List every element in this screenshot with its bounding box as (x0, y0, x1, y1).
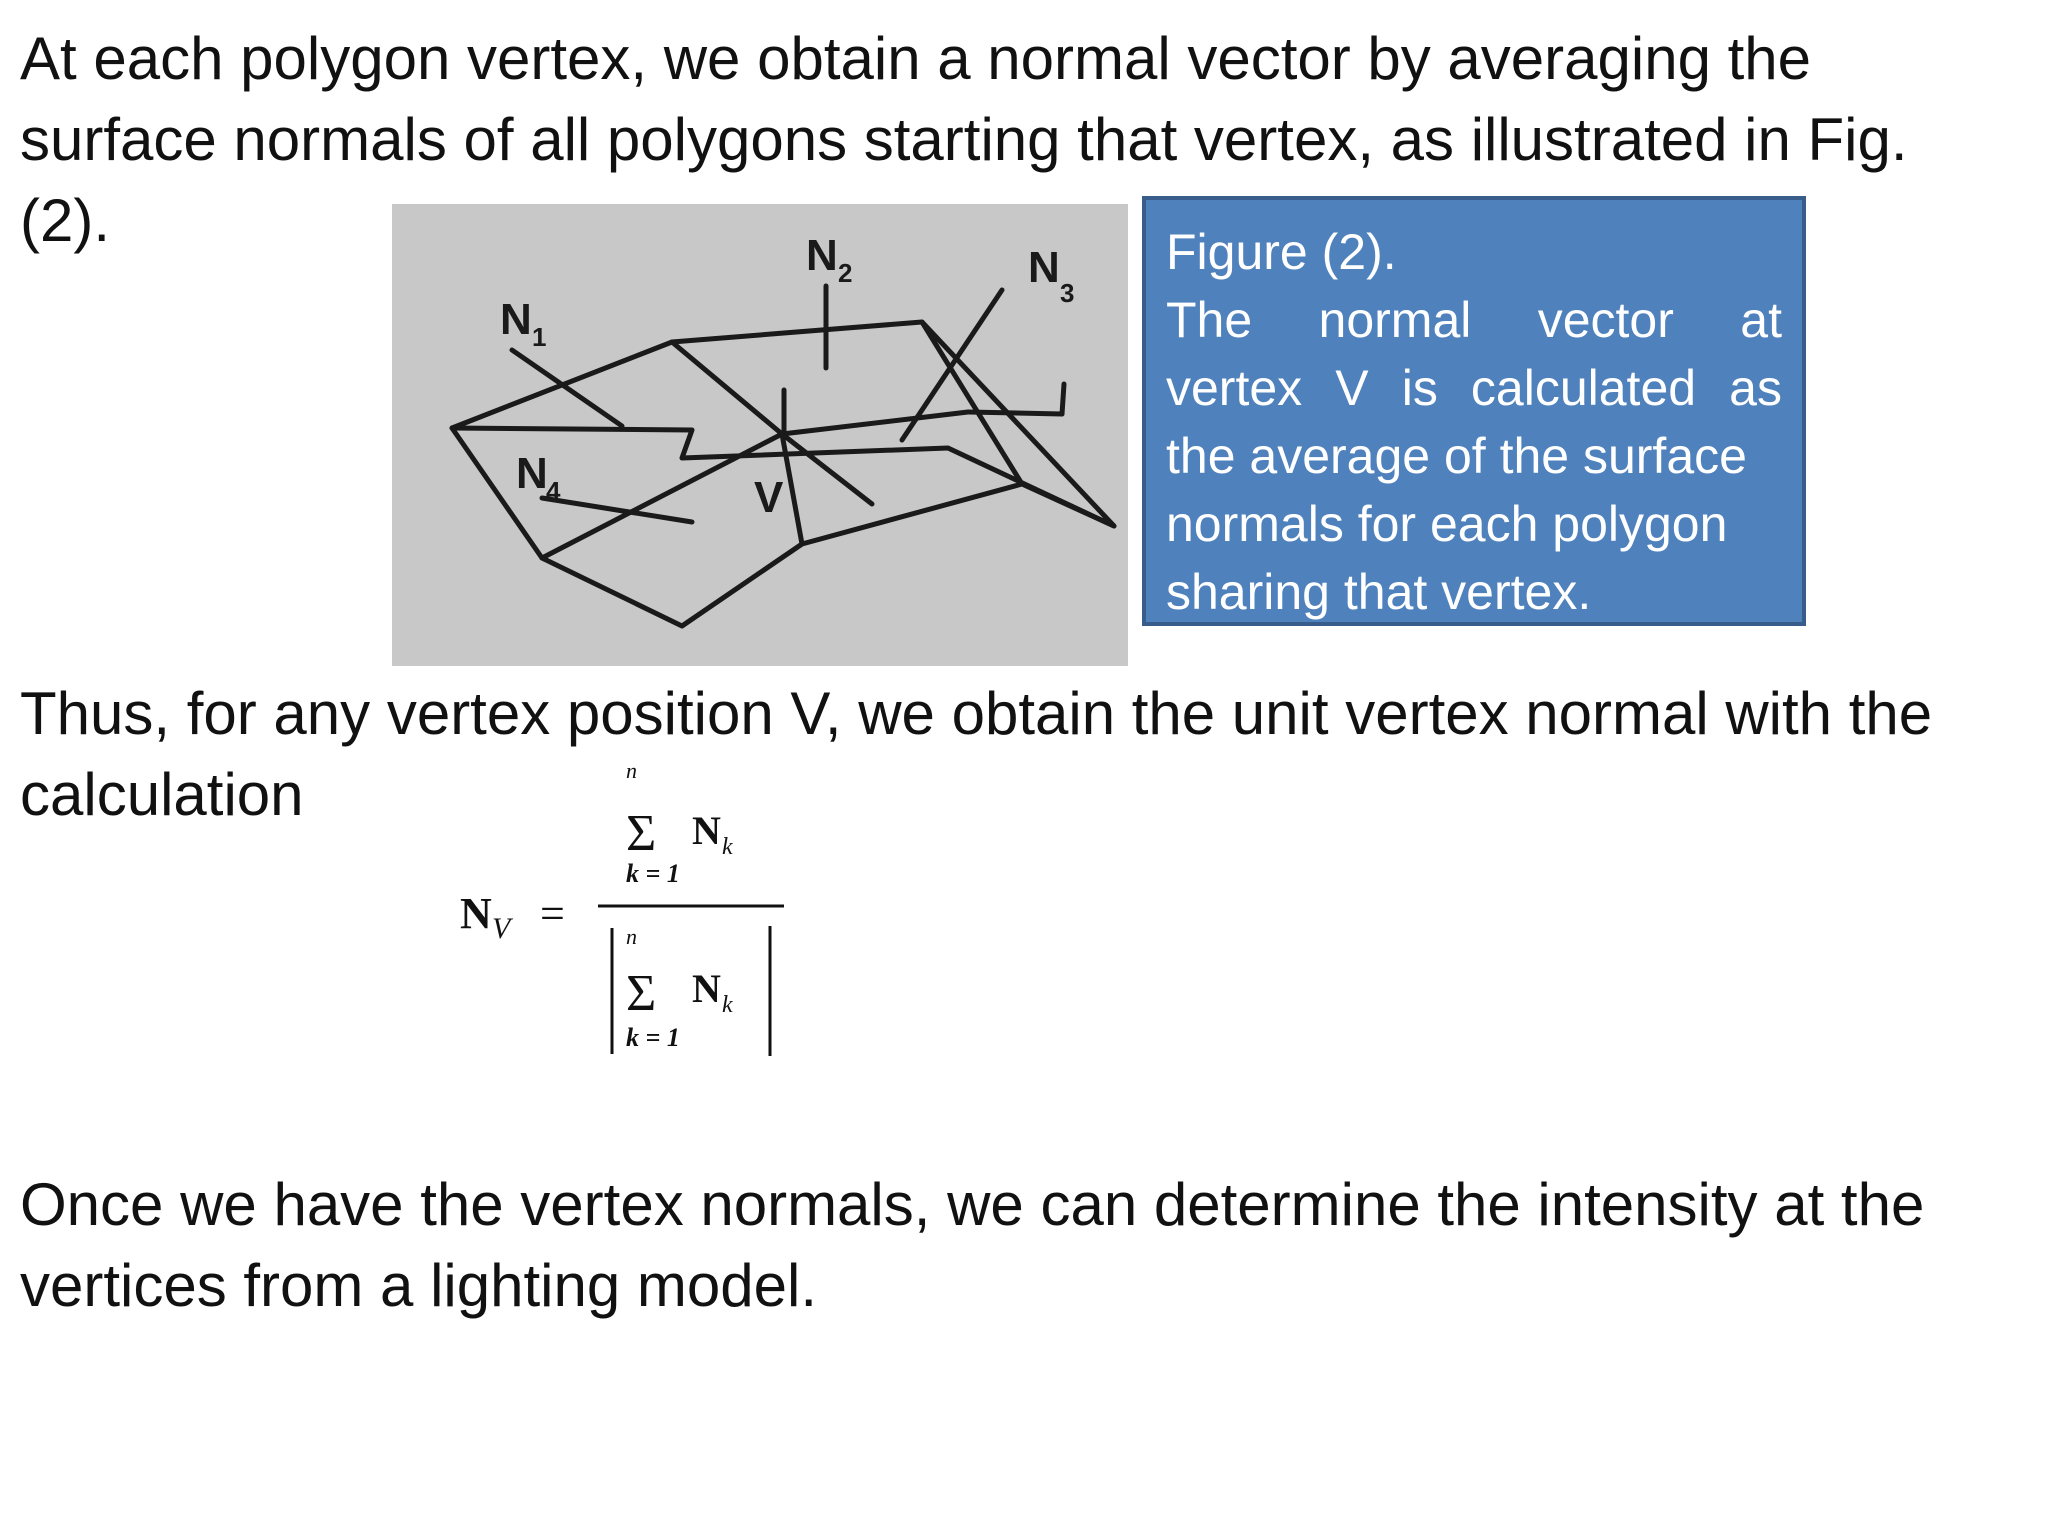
figure-caption-box (1142, 196, 1806, 626)
denominator-sigma: Σ (626, 965, 657, 1022)
closing-line-2: vertices from a lighting model. (20, 1252, 817, 1319)
mesh-edge (968, 412, 1062, 414)
caption-word: normal (1318, 292, 1472, 348)
mesh-edge (542, 434, 782, 558)
numerator-lower-limit: k = 1 (626, 859, 680, 888)
mesh-edge (782, 412, 968, 434)
label-n2-sub: 2 (838, 258, 853, 288)
formula-lhs-sub: V (492, 912, 511, 945)
numerator-upper-limit: n (626, 758, 637, 783)
label-n3: N (1028, 243, 1060, 292)
formula-svg (440, 758, 800, 1058)
label-n1: N (500, 295, 532, 344)
label-v: V (754, 473, 784, 522)
caption-word: The (1166, 292, 1253, 348)
label-n2: N (806, 231, 838, 280)
mesh-edge (782, 434, 872, 504)
label-n4: N (516, 449, 548, 498)
caption-word: at (1740, 292, 1782, 348)
caption-title: Figure (2). (1166, 224, 1397, 280)
caption-row-2 (1166, 354, 1782, 422)
caption-word: V (1335, 360, 1369, 416)
mesh-edge (782, 434, 802, 544)
numerator-term-sub: k (722, 834, 733, 860)
intro-line-2: surface normals of all polygons starting that vertex, as illustrated in Fig. (20, 106, 1908, 173)
caption-row-1 (1166, 286, 1782, 354)
intro-line-1: At each polygon vertex, we obtain a normal vector by averaging the (20, 25, 1812, 92)
middle-line-2: calculation (20, 761, 304, 828)
closing-line-1: Once we have the vertex normals, we can determine the intensity at the (20, 1171, 1925, 1238)
vertex-normal-formula (440, 758, 800, 1058)
numerator-term: N (692, 808, 721, 853)
caption-word: calculated (1470, 360, 1697, 416)
polygon-mesh-diagram (392, 204, 1128, 666)
polygon-mesh-figure (392, 204, 1128, 666)
formula-equals: = (540, 889, 565, 938)
caption-row-4: normals for each polygon (1166, 496, 1728, 552)
formula-lhs: N (460, 889, 492, 938)
caption-word: as (1729, 360, 1782, 416)
denominator-upper-limit: n (626, 924, 637, 949)
caption-word: vector (1537, 292, 1674, 348)
label-n1-sub: 1 (532, 322, 547, 352)
label-n4-sub: 4 (546, 476, 561, 506)
intro-line-3: (2). (20, 187, 110, 254)
numerator-sigma: Σ (626, 805, 657, 862)
caption-row-3: the average of the surface (1166, 428, 1747, 484)
normal-vector-n3 (902, 290, 1002, 440)
caption-word: is (1401, 360, 1438, 416)
denominator-term-sub: k (722, 992, 733, 1018)
normal-vector-n1 (512, 350, 622, 426)
mesh-edge (452, 428, 1114, 626)
denominator-lower-limit: k = 1 (626, 1023, 680, 1052)
label-n3-sub: 3 (1060, 278, 1075, 308)
denominator-term: N (692, 966, 721, 1011)
caption-word: vertex (1166, 360, 1303, 416)
mesh-edge (1062, 384, 1064, 414)
middle-line-1: Thus, for any vertex position V, we obtain the unit vertex normal with the (20, 680, 1933, 747)
mesh-edge (672, 342, 782, 434)
caption-row-5: sharing that vertex. (1166, 564, 1592, 620)
